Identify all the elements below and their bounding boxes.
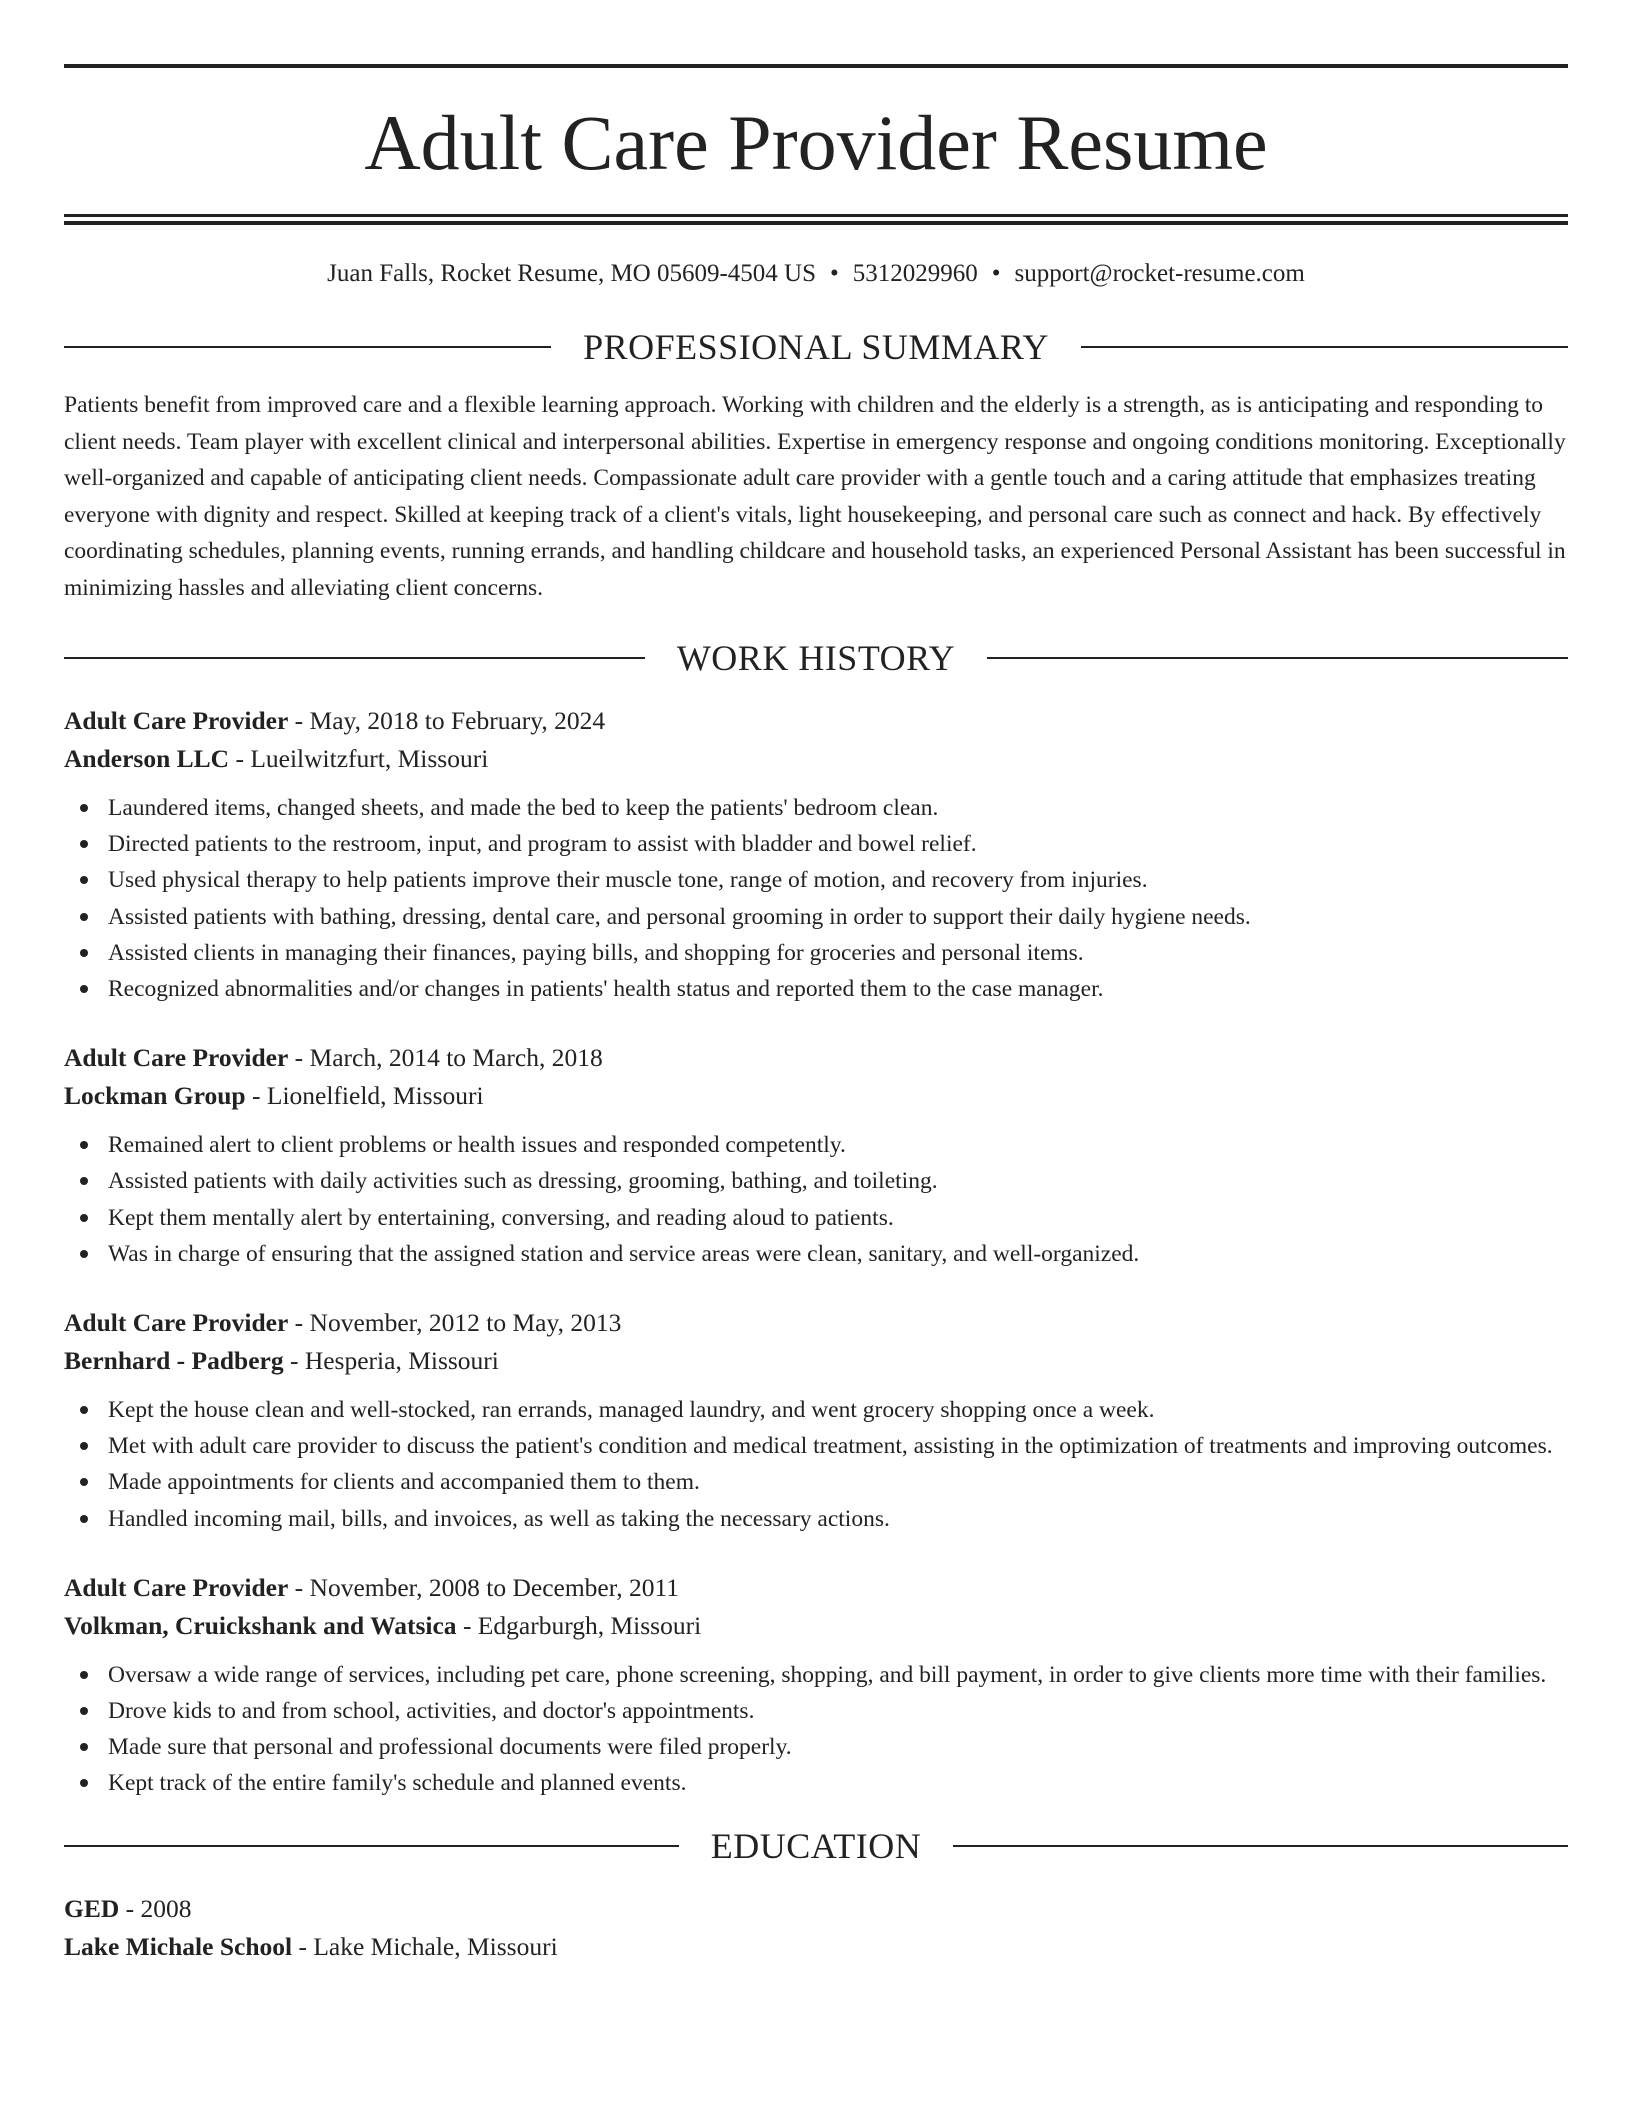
job-entry (64, 1304, 1568, 1537)
job-title-line (64, 1569, 1568, 1607)
bullet-dot (80, 1406, 88, 1414)
job-bullets (64, 1127, 1568, 1272)
job-dates: - March, 2014 to March, 2018 (288, 1043, 603, 1073)
job-bullet (64, 1127, 1568, 1163)
job-bullet (64, 1200, 1568, 1236)
job-bullet (64, 899, 1568, 935)
summary-section-heading (64, 329, 1568, 365)
bullet-text: Made sure that personal and professional documents were filed properly. (108, 1734, 792, 1761)
bullet-dot (80, 876, 88, 884)
job-bullet (64, 790, 1568, 826)
job-title: Adult Care Provider (64, 706, 289, 735)
contact-phone: 5312029960 (852, 260, 978, 287)
bullet-text: Kept the house clean and well-stocked, ran errands, managed laundry, and went grocery shopping once a week. (108, 1397, 1155, 1424)
bullet-text: Used physical therapy to help patients improve their muscle tone, range of motion, and recovery from injuries. (108, 867, 1148, 894)
job-company: Volkman, Cruickshank and Watsica (64, 1610, 457, 1640)
job-bullet (64, 1236, 1568, 1272)
job-bullet (64, 1657, 1568, 1693)
heading-rule-right (953, 1845, 1568, 1847)
job-title-line (64, 1304, 1568, 1342)
heading-rule-right (987, 657, 1568, 659)
job-title-line (64, 702, 1568, 740)
education-location: - Lake Michale, Missouri (292, 1931, 558, 1961)
bullet-text: Kept them mentally alert by entertaining, conversing, and reading aloud to patients. (108, 1204, 894, 1231)
job-bullet (64, 1163, 1568, 1199)
education-entry (64, 1890, 1568, 1966)
heading-rule-left (64, 1845, 679, 1847)
contact-separator: • (830, 260, 839, 287)
heading-rule-left (64, 657, 645, 659)
job-dates: - May, 2018 to February, 2024 (288, 706, 606, 735)
bullet-text: Remained alert to client problems or health issues and responded competently. (108, 1132, 846, 1159)
bullet-text: Assisted patients with bathing, dressing, dental care, and personal grooming in order to support their daily hygiene needs. (108, 903, 1251, 930)
work-heading-label: WORK HISTORY (676, 638, 956, 678)
bullet-text: Was in charge of ensuring that the assigned station and service areas were clean, sanitary, and well-organized. (108, 1240, 1140, 1267)
bullet-dot (80, 1442, 88, 1450)
bullet-dot (80, 949, 88, 957)
education-section-heading (64, 1825, 1568, 1866)
job-bullet (64, 826, 1568, 862)
bullet-dot (80, 1779, 88, 1787)
bullet-text: Assisted clients in managing their finances, paying bills, and shopping for groceries and personal items. (108, 939, 1084, 966)
bullet-dot (80, 1478, 88, 1486)
job-company-line (64, 740, 1568, 778)
summary-text: Patients benefit from improved care and a flexible learning approach. Working with children and the elderly is a strength, as is anticipating and responding to client needs. Team player with excellent clinical and interpersonal abilities. Expertise in emergency response and ongoing conditions monitoring. Exceptionally well-organized and capable of anticipating client needs. Compassionate adult care provider with a gentle touch and a caring attitude that emphasizes treating everyone with dignity and respect. Skilled at keeping track of a client's vitals, light housekeeping, and personal care such as connect and hack. By effectively coordinating schedules, planning events, running errands, and handling childcare and household tasks, an experienced Personal Assistant has been successful in minimizing hassles and alleviating client concerns. (64, 392, 1566, 601)
job-company: Lockman Group (64, 1081, 246, 1111)
bullet-text: Directed patients to the restroom, input, and program to assist with bladder and bowel relief. (108, 831, 977, 858)
bullet-dot (80, 1743, 88, 1751)
job-entry (64, 1569, 1568, 1802)
job-title-line (64, 1039, 1568, 1077)
summary-heading-label: PROFESSIONAL SUMMARY (583, 327, 1049, 367)
job-title: Adult Care Provider (64, 1572, 289, 1602)
bullet-dot (80, 985, 88, 993)
bullet-text: Drove kids to and from school, activities, and doctor's appointments. (108, 1698, 755, 1725)
title-double-rule (64, 214, 1568, 225)
job-company-line (64, 1077, 1568, 1115)
education-degree: GED (64, 1893, 120, 1923)
job-company-line (64, 1342, 1568, 1380)
bullet-text: Handled incoming mail, bills, and invoices, as well as taking the necessary actions. (108, 1505, 890, 1532)
bullet-dot (80, 1250, 88, 1258)
bullet-dot (80, 1177, 88, 1185)
education-heading-label: EDUCATION (710, 1825, 922, 1866)
work-section-heading (64, 640, 1568, 676)
job-bullet (64, 1693, 1568, 1729)
education-school-line (64, 1928, 1568, 1966)
contact-line (64, 259, 1568, 289)
bullet-dot (80, 1141, 88, 1149)
heading-rule-left (64, 346, 551, 348)
bullet-text: Recognized abnormalities and/or changes in patients' health status and reported them to the case manager. (108, 976, 1104, 1003)
education-year: - 2008 (119, 1893, 192, 1923)
bullet-dot (80, 1214, 88, 1222)
job-dates: - November, 2008 to December, 2011 (288, 1572, 680, 1602)
bullet-text: Made appointments for clients and accompanied them to them. (108, 1469, 700, 1496)
job-bullet (64, 1501, 1568, 1537)
job-location: - Lueilwitzfurt, Missouri (229, 744, 489, 773)
education-degree-line (64, 1890, 1568, 1928)
bullet-dot (80, 840, 88, 848)
heading-rule-right (1081, 346, 1568, 348)
job-bullets (64, 1392, 1568, 1537)
job-bullet (64, 1765, 1568, 1801)
job-location: - Edgarburgh, Missouri (456, 1610, 702, 1640)
bullet-text: Kept track of the entire family's schedule and planned events. (108, 1770, 687, 1797)
job-bullets (64, 1657, 1568, 1802)
bullet-text: Met with adult care provider to discuss the patient's condition and medical treatment, assisting in the optimization of treatments and improving outcomes. (108, 1433, 1553, 1460)
resume-page (64, 64, 1568, 1966)
job-title: Adult Care Provider (64, 1043, 289, 1073)
job-entry (64, 1039, 1568, 1272)
bullet-dot (80, 1671, 88, 1679)
contact-email: support@rocket-resume.com (1014, 260, 1305, 287)
bullet-dot (80, 913, 88, 921)
job-bullet (64, 1729, 1568, 1765)
job-title: Adult Care Provider (64, 1308, 289, 1338)
job-company-line (64, 1607, 1568, 1645)
bullet-dot (80, 1515, 88, 1523)
job-bullet (64, 971, 1568, 1007)
bullet-text: Oversaw a wide range of services, including pet care, phone screening, shopping, and bill payment, in order to give clients more time with their families. (108, 1661, 1547, 1688)
resume-title: Adult Care Provider Resume (364, 99, 1268, 186)
job-entry (64, 702, 1568, 1007)
contact-address: Juan Falls, Rocket Resume, MO 05609-4504 US (327, 260, 817, 287)
job-bullet (64, 1428, 1568, 1464)
job-bullets (64, 790, 1568, 1007)
contact-separator: • (991, 260, 1001, 287)
job-company: Anderson LLC (64, 744, 230, 773)
bullet-text: Laundered items, changed sheets, and made the bed to keep the patients' bedroom clean. (108, 795, 939, 821)
top-rule (64, 64, 1568, 68)
job-bullet (64, 862, 1568, 898)
job-location: - Hesperia, Missouri (283, 1346, 499, 1376)
job-bullet (64, 1464, 1568, 1500)
job-dates: - November, 2012 to May, 2013 (288, 1308, 622, 1338)
education-school: Lake Michale School (64, 1931, 293, 1961)
bullet-dot (80, 804, 88, 812)
bullet-dot (80, 1707, 88, 1715)
bullet-text: Assisted patients with daily activities such as dressing, grooming, bathing, and toileting. (108, 1168, 938, 1195)
job-location: - Lionelfield, Missouri (245, 1081, 484, 1111)
job-bullet (64, 935, 1568, 971)
job-company: Bernhard - Padberg (64, 1346, 284, 1376)
job-bullet (64, 1392, 1568, 1428)
